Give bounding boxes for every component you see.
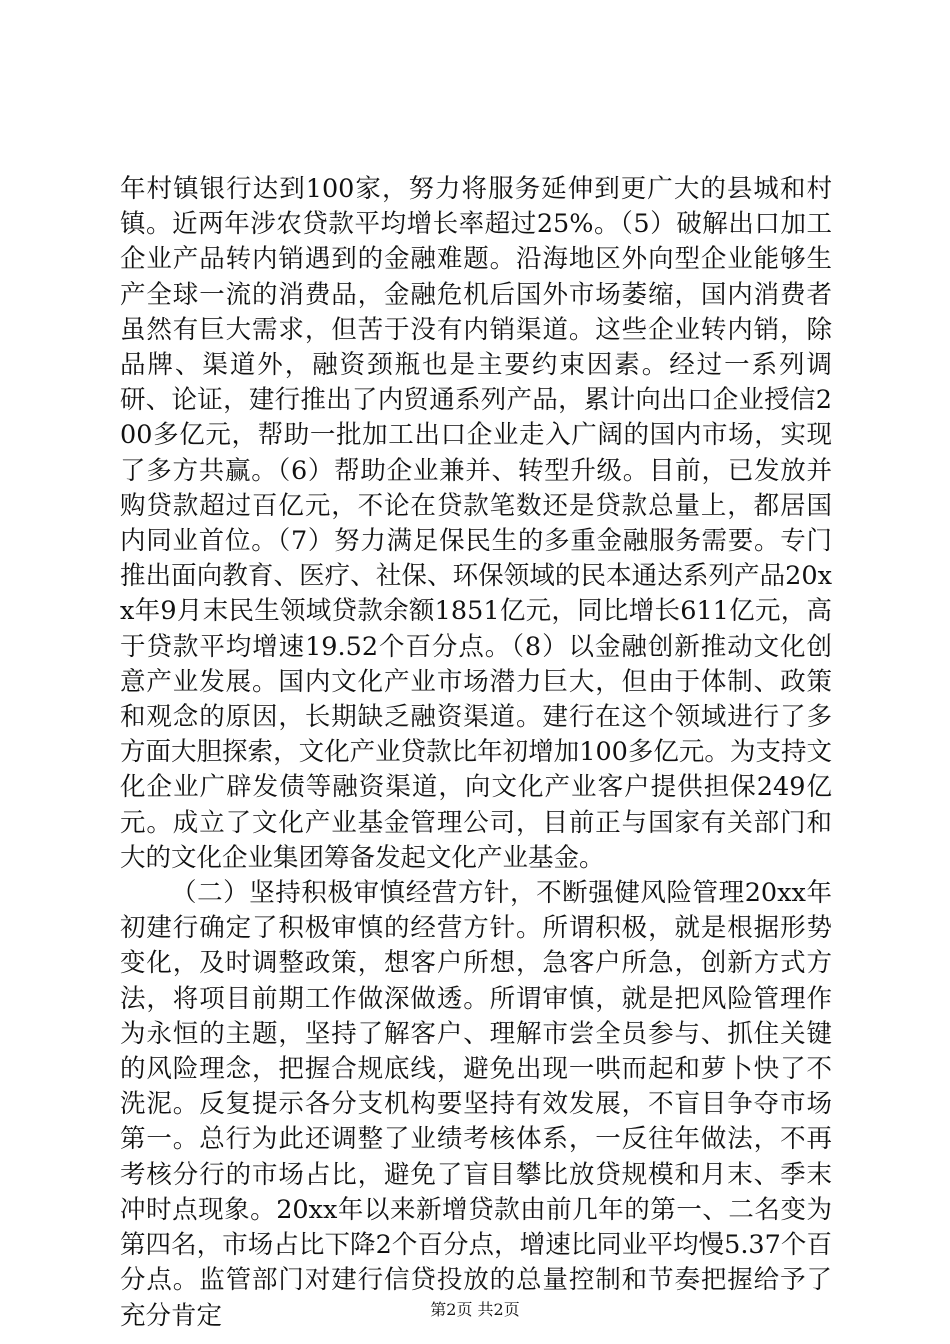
document-body: [120, 172, 832, 1334]
paragraph-1: 年村镇银行达到100家，努力将服务延伸到更广大的县城和村镇。近两年涉农贷款平均增长率超过25%。（5）破解出口加工企业产品转内销遇到的金融难题。沿海地区外向型企业能够生产全球一流的消费品，金融危机后国外市场萎缩，国内消费者虽然有巨大需求，但苦于没有内销渠道。这些企业转内销，除品牌、渠道外，融资颈瓶也是主要约束因素。经过一系列调研、论证，建行推出了内贸通系列产品，累计向出口企业授信200多亿元，帮助一批加工出口企业走入广阔的国内市场，实现了多方共赢。（6）帮助企业兼并、转型升级。目前，已发放并购贷款超过百亿元，不论在贷款笔数还是贷款总量上，都居国内同业首位。（7）努力满足保民生的多重金融服务需要。专门推出面向教育、医疗、社保、环保领域的民本通达系列产品20xx年9月末民生领域贷款余额1851亿元，同比增长611亿元，高于贷款平均增速19.52个百分点。（8）以金融创新推动文化创意产业发展。国内文化产业市场潜力巨大，但由于体制、政策和观念的原因，长期缺乏融资渠道。建行在这个领域进行了多方面大胆探索，文化产业贷款比年初增加100多亿元。为支持文化企业广辟发债等融资渠道，向文化产业客户提供担保249亿元。成立了文化产业基金管理公司，目前正与国家有关部门和大的文化企业集团筹备发起文化产业基金。: [120, 174, 832, 873]
page-number-footer: 第2页 共2页: [430, 1300, 520, 1319]
paragraph-2: （二）坚持积极审慎经营方针，不断强健风险管理20xx年初建行确定了积极审慎的经营方针。所谓积极，就是根据形势变化，及时调整政策，想客户所想，急客户所急，创新方式方法，将项目前期工作做深做透。所谓审慎，就是把风险管理作为永恒的主题，坚持了解客户、理解市尝全员参与、抓住关键的风险理念，把握合规底线，避免出现一哄而起和萝卜快了不洗泥。反复提示各分支机构要坚持有效发展，不盲目争夺市场第一。总行为此还调整了业绩考核体系，一反往年做法，不再考核分行的市场占比，避免了盲目攀比放贷规模和月末、季末冲时点现象。20xx年以来新增贷款由前几年的第一、二名变为第四名，市场占比下降2个百分点，增速比同业平均慢5.37个百分点。监管部门对建行信贷投放的总量控制和节奏把握给予了充分肯定: [120, 878, 832, 1331]
